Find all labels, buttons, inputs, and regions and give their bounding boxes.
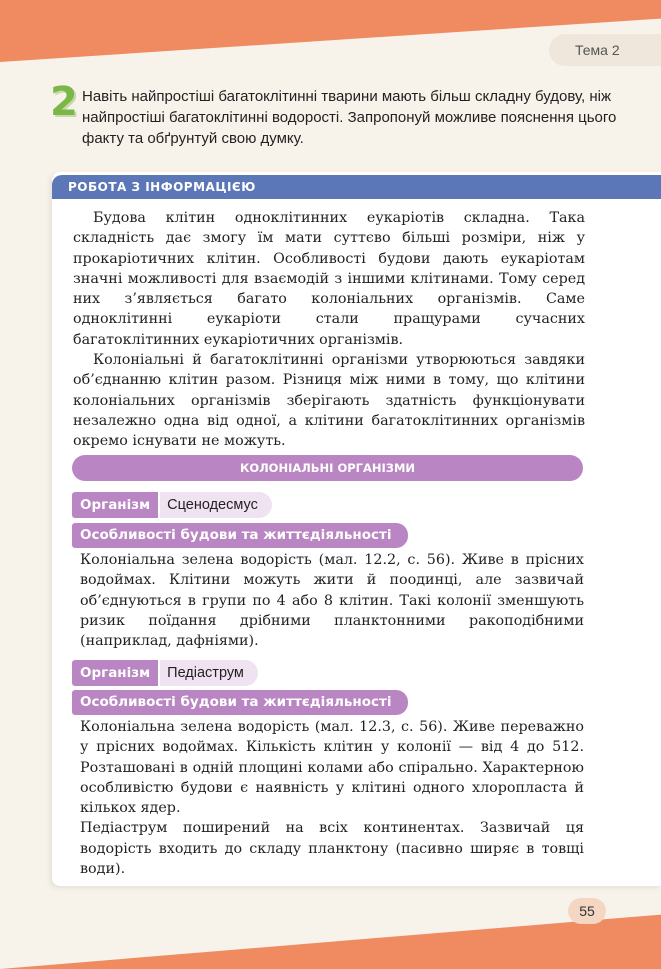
paragraph: Колоніальні й багатоклітинні організми утворюються завдяки об’єднанню клітин разом. Різниця між ними в тому, що клітини колоніальних організмів зберігають здатність функціонувати незалежно одна від одної, а клітини багатоклітинних організмів окремо існувати не можуть. (73, 352, 585, 450)
organism-description (80, 550, 584, 651)
organism-name: Педіаструм (160, 660, 258, 686)
section-title: РОБОТА З ІНФОРМАЦІЄЮ (52, 175, 661, 199)
paragraph: Педіаструм поширений на всіх континентах. Зазвичай ця водорість входить до складу планктону (пасивно ширяє в товщі води). (80, 820, 584, 878)
paragraph: Будова клітин одноклітинних еукаріотів складна. Така складність дає змогу їм мати суттєво більші розміри, ніж у прокаріотичних клітин. Особливості будови дають еукаріотам значні можливості для взаємодій з іншими клітинами. Тому серед них з’являється багато колоніальних організмів. Саме одноклітинні еукаріоти стали пращурами сучасних багатоклітинних еукаріотичних організмів. (73, 210, 585, 348)
paragraph: Колоніальна зелена водорість (мал. 12.2, с. 56). Живе в прісних водоймах. Клітини можуть жити й поодинці, але зазвичай об’єднуються в групи по 4 або 8 клітин. Такі колонії зменшують ризик поїдання дрібними планктонними ракоподібними (наприклад, дафніями). (80, 552, 584, 650)
task-number: 2 (50, 79, 78, 125)
features-label: Особливості будови та життєдіяльності (72, 690, 408, 715)
organism-row (72, 492, 272, 518)
topic-label: Тема 2 (575, 42, 620, 58)
organism-description (80, 717, 584, 879)
organism-name: Сценодесмус (160, 492, 272, 518)
organism-row (72, 660, 258, 686)
paragraph: Колоніальна зелена водорість (мал. 12.3, с. 56). Живе переважно у прісних водоймах. Кількість клітин у колонії — від 4 до 512. Розташовані в одній площині колами або спірально. Характерною особливістю будови є наявність у клітині одного хлоропласта й кількох ядер. (80, 719, 584, 817)
topic-tab (549, 34, 661, 66)
colonial-heading: КОЛОНІАЛЬНІ ОРГАНІЗМИ (72, 455, 583, 481)
organism-label: Організм (72, 660, 158, 686)
intro-text (73, 208, 585, 452)
page-number: 55 (568, 898, 606, 924)
features-label: Особливості будови та життєдіяльності (72, 523, 408, 548)
task-text: Навіть найпростіші багатоклітинні тварини мають більш складну будову, ніж найпростіші багатоклітинні водорості. Запропонуй можливе пояснення цього факту та обґрунтуй свою думку. (82, 88, 617, 147)
bottom-decor-band (0, 889, 661, 969)
organism-label: Організм (72, 492, 158, 518)
